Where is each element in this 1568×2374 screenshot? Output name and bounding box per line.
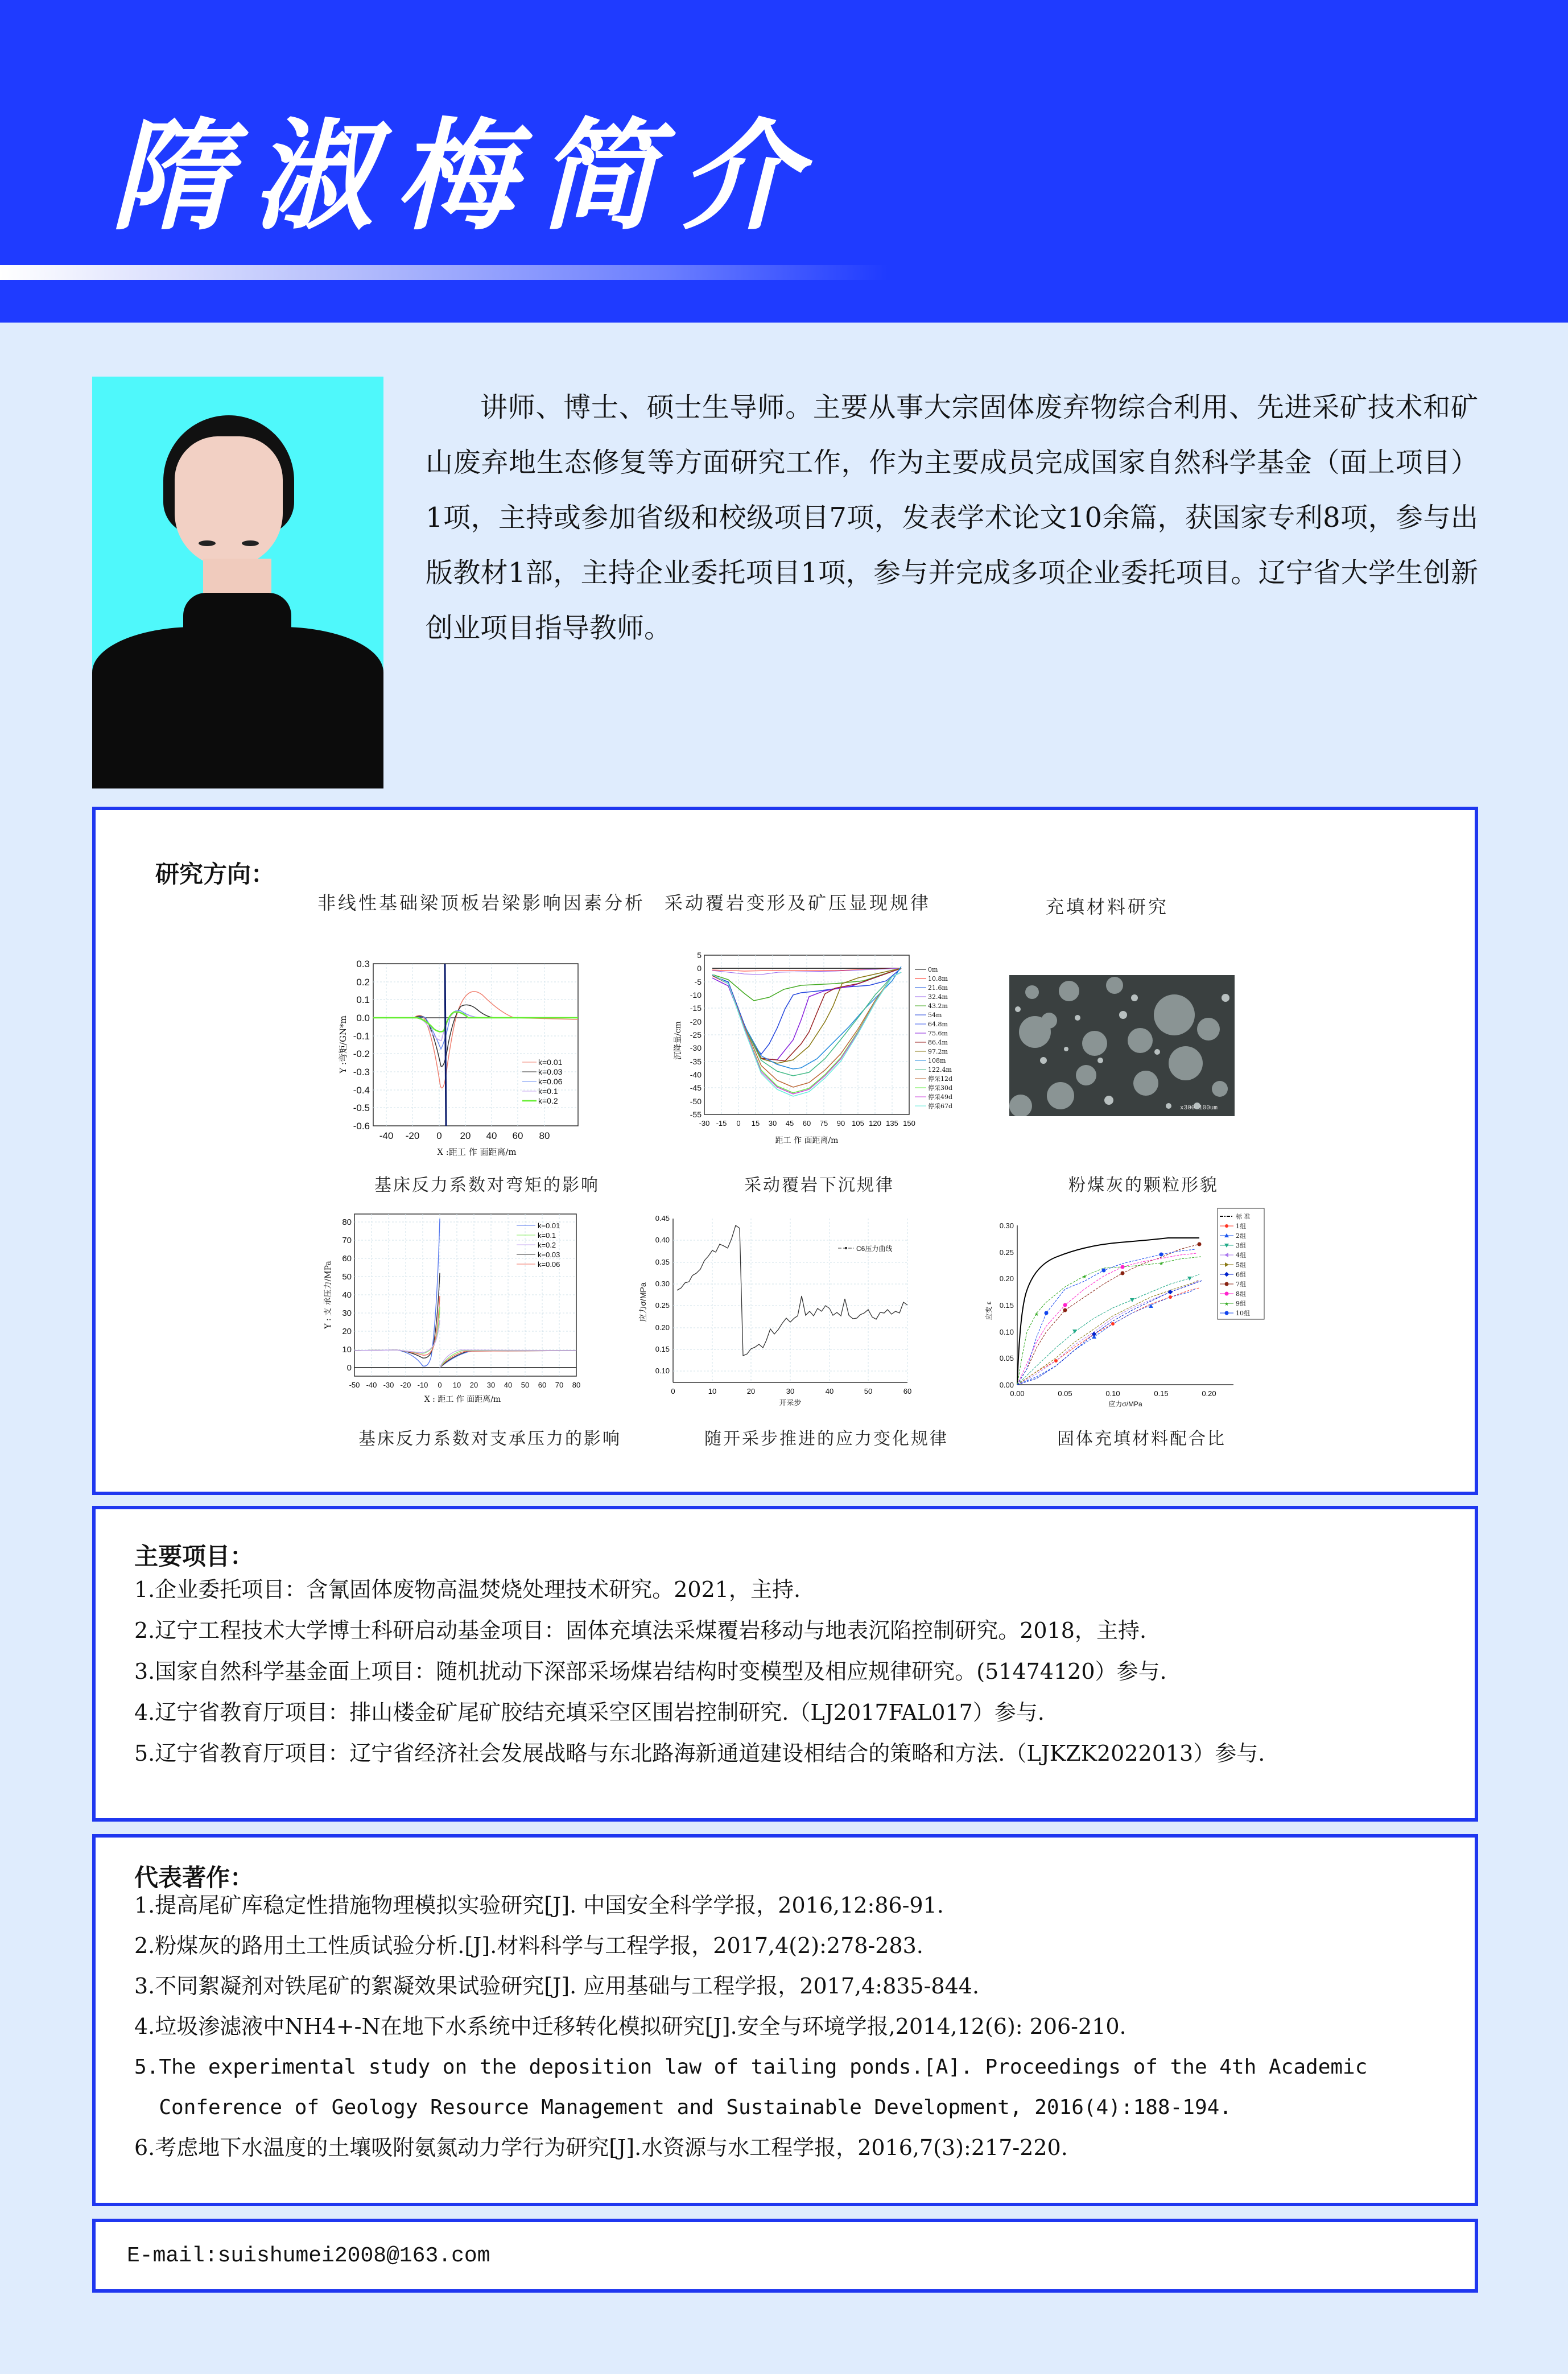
svg-text:-15: -15 — [690, 1004, 702, 1013]
svg-text:60: 60 — [802, 1119, 811, 1128]
svg-text:-45: -45 — [690, 1083, 702, 1092]
photo-eye — [199, 540, 216, 546]
publication-item: 2.粉煤灰的路用土工性质试验分析.[J].材料科学与工程学报，2017,4(2):278-283. — [134, 1933, 923, 1958]
svg-text:64.8m: 64.8m — [928, 1021, 948, 1028]
svg-text:8组: 8组 — [1236, 1290, 1246, 1298]
chart-abutment-pressure — [320, 1203, 616, 1407]
svg-text:停采67d: 停采67d — [928, 1103, 953, 1110]
svg-text:50: 50 — [521, 1381, 530, 1389]
svg-text:40: 40 — [342, 1290, 352, 1300]
svg-text:150: 150 — [903, 1119, 915, 1128]
photo-collar — [183, 593, 291, 655]
header-banner — [0, 0, 1568, 323]
svg-text:60: 60 — [512, 1130, 523, 1141]
publication-item: 6.考虑地下水温度的土壤吸附氨氮动力学行为研究[J].水资源与水工程学报，2016,7(3):217-220. — [134, 2135, 1068, 2160]
svg-text:60: 60 — [538, 1381, 547, 1389]
publication-item: 3.不同絮凝剂对铁尾矿的絮凝效果试验研究[J]. 应用基础与工程学报，2017,4:835-844. — [134, 1973, 980, 1999]
svg-text:应变 ε: 应变 ε — [985, 1301, 993, 1320]
svg-text:0.00: 0.00 — [999, 1381, 1014, 1389]
svg-text:k=0.03: k=0.03 — [538, 1250, 560, 1259]
svg-text:0.10: 0.10 — [1105, 1389, 1120, 1398]
svg-text:k=0.1: k=0.1 — [538, 1087, 558, 1096]
svg-text:-10: -10 — [690, 990, 702, 1000]
publication-item-continued: Conference of Geology Resource Management and Sustainable Development, 2016(4):188-194. — [134, 2096, 1232, 2119]
svg-text:40: 40 — [825, 1387, 834, 1396]
svg-text:97.2m: 97.2m — [928, 1048, 948, 1055]
svg-text:X : 距工 作 面距离/m: X : 距工 作 面距离/m — [424, 1395, 501, 1404]
svg-text:应力σ/MPa: 应力σ/MPa — [638, 1282, 647, 1322]
svg-text:★: ★ — [1159, 1261, 1164, 1266]
svg-text:30: 30 — [486, 1381, 496, 1389]
photo-face — [175, 436, 283, 567]
caption-fly-ash: 粉煤灰的颗粒形貌 — [1068, 1175, 1219, 1195]
svg-text:-0.4: -0.4 — [353, 1085, 370, 1096]
svg-text:-10: -10 — [417, 1381, 428, 1389]
caption-abutment-pressure: 基床反力系数对支承压力的影响 — [358, 1429, 621, 1449]
svg-text:0.15: 0.15 — [999, 1301, 1014, 1310]
caption-subsidence: 采动覆岩下沉规律 — [744, 1175, 894, 1195]
svg-text:70: 70 — [555, 1381, 564, 1389]
svg-text:C6压力曲线: C6压力曲线 — [856, 1245, 893, 1253]
project-item: 4.辽宁省教育厅项目：排山楼金矿尾矿胶结充填采空区围岩控制研究.（LJ2017FAL017）参与. — [134, 1700, 1045, 1725]
svg-text:-40: -40 — [366, 1381, 377, 1389]
svg-text:-15: -15 — [716, 1119, 727, 1128]
svg-text:-0.6: -0.6 — [353, 1121, 370, 1132]
publication-item: 4.垃圾渗滤液中NH4+-N在地下水系统中迁移转化模拟研究[J].安全与环境学报,2014,12(6): 206-210. — [134, 2014, 1127, 2039]
svg-text:9组: 9组 — [1236, 1300, 1246, 1307]
email-address[interactable]: E-mail:suishumei2008@163.com — [127, 2244, 490, 2268]
svg-text:21.6m: 21.6m — [928, 984, 948, 992]
svg-text:10: 10 — [708, 1387, 717, 1396]
svg-text:k=0.2: k=0.2 — [538, 1096, 558, 1105]
svg-text:-30: -30 — [690, 1043, 702, 1052]
svg-text:135: 135 — [886, 1119, 898, 1128]
svg-text:-40: -40 — [690, 1070, 702, 1079]
svg-text:X :距工 作 面距离/m: X :距工 作 面距离/m — [437, 1147, 517, 1157]
project-item: 3.国家自然科学基金面上项目：随机扰动下深部采场煤岩结构时变模型及相应规律研究。(51474120）参与. — [134, 1659, 1167, 1684]
svg-text:0: 0 — [671, 1387, 675, 1396]
svg-text:-30: -30 — [383, 1381, 394, 1389]
svg-text:0.2: 0.2 — [356, 977, 370, 988]
svg-text:6组: 6组 — [1236, 1271, 1246, 1278]
svg-text:★: ★ — [1224, 1302, 1229, 1307]
svg-text:停采30d: 停采30d — [928, 1084, 953, 1092]
fly-ash-sem-image — [1009, 975, 1235, 1116]
svg-text:54m: 54m — [928, 1011, 942, 1019]
svg-text:0.40: 0.40 — [655, 1236, 670, 1244]
svg-text:-50: -50 — [690, 1097, 702, 1106]
svg-text:70: 70 — [342, 1236, 352, 1245]
svg-text:105: 105 — [852, 1119, 864, 1128]
svg-text:-25: -25 — [690, 1030, 702, 1039]
svg-text:45: 45 — [785, 1119, 794, 1128]
caption-stress-vs-step: 随开采步推进的应力变化规律 — [704, 1429, 948, 1449]
svg-text:-20: -20 — [400, 1381, 411, 1389]
svg-text:距工 作 面距离/m: 距工 作 面距离/m — [775, 1136, 839, 1145]
caption-bending-moment: 基床反力系数对弯矩的影响 — [374, 1175, 600, 1195]
svg-text:0.35: 0.35 — [655, 1258, 670, 1266]
svg-text:Y : 支 承压力/MPa: Y : 支 承压力/MPa — [324, 1261, 333, 1329]
svg-text:沉降量/cm: 沉降量/cm — [674, 1021, 683, 1060]
svg-text:-0.1: -0.1 — [353, 1031, 370, 1042]
page-title: 隋淑梅简介 — [111, 106, 823, 246]
svg-text:k=0.06: k=0.06 — [538, 1260, 560, 1269]
svg-text:x300 100um: x300 100um — [1180, 1105, 1218, 1112]
header-gradient-stripe — [0, 265, 888, 280]
research-section — [92, 807, 1478, 1495]
svg-text:k=0.2: k=0.2 — [538, 1241, 556, 1249]
svg-text:10: 10 — [342, 1345, 352, 1355]
svg-text:k=0.06: k=0.06 — [538, 1077, 563, 1086]
projects-list — [134, 1569, 1265, 1774]
svg-text:0: 0 — [346, 1363, 352, 1373]
svg-text:0: 0 — [436, 1130, 442, 1141]
svg-text:0.20: 0.20 — [1202, 1389, 1216, 1398]
svg-text:标 准: 标 准 — [1236, 1213, 1251, 1220]
svg-text:k=0.1: k=0.1 — [538, 1231, 556, 1240]
svg-text:★: ★ — [1034, 1311, 1039, 1317]
svg-text:0.20: 0.20 — [655, 1323, 670, 1332]
svg-text:0.15: 0.15 — [655, 1345, 670, 1353]
contact-section — [92, 2219, 1478, 2293]
svg-text:20: 20 — [746, 1387, 756, 1396]
svg-text:0.20: 0.20 — [999, 1274, 1014, 1283]
svg-text:10组: 10组 — [1236, 1310, 1250, 1317]
svg-text:开采步: 开采步 — [779, 1398, 802, 1407]
svg-text:-35: -35 — [690, 1057, 702, 1066]
svg-text:0: 0 — [736, 1119, 741, 1128]
svg-text:10: 10 — [452, 1381, 461, 1389]
svg-text:80: 80 — [539, 1130, 550, 1141]
svg-text:停采49d: 停采49d — [928, 1093, 953, 1101]
photo-eye — [242, 540, 259, 546]
project-item: 2.辽宁工程技术大学博士科研启动基金项目：固体充填法采煤覆岩移动与地表沉陷控制研究。2018，主持. — [134, 1618, 1147, 1643]
svg-text:0.30: 0.30 — [655, 1279, 670, 1288]
svg-text:122.4m: 122.4m — [928, 1066, 952, 1074]
publications-title: 代表著作： — [134, 1864, 254, 1892]
svg-text:0.00: 0.00 — [1010, 1389, 1025, 1398]
svg-text:50: 50 — [864, 1387, 873, 1396]
svg-text:86.4m: 86.4m — [928, 1039, 948, 1046]
svg-text:0.30: 0.30 — [999, 1221, 1014, 1230]
research-topic-1: 非线性基础梁顶板岩梁影响因素分析 — [317, 892, 646, 914]
projects-section — [92, 1506, 1478, 1822]
svg-text:108m: 108m — [928, 1057, 946, 1064]
svg-text:0.0: 0.0 — [356, 1013, 370, 1023]
intro-paragraph: 讲师、博士、硕士生导师。主要从事大宗固体废弃物综合利用、先进采矿技术和矿山废弃地生态修复等方面研究工作，作为主要成员完成国家自然科学基金（面上项目）1项，主持或参加省级和校级项目7项，发表学术论文10余篇，获国家专利8项，参与出版教材1部，主持企业委托项目1项，参与并完成多项企业委托项目。辽宁省大学生创新创业项目指导教师。 — [426, 391, 1478, 644]
svg-text:80: 80 — [342, 1217, 352, 1227]
svg-text:-0.5: -0.5 — [353, 1103, 370, 1113]
svg-text:0.10: 0.10 — [999, 1328, 1014, 1336]
svg-text:80: 80 — [572, 1381, 581, 1389]
svg-text:120: 120 — [869, 1119, 881, 1128]
svg-text:-0.3: -0.3 — [353, 1067, 370, 1077]
svg-text:0.25: 0.25 — [655, 1301, 670, 1310]
svg-text:60: 60 — [342, 1254, 352, 1264]
research-topic-3: 充填材料研究 — [1046, 896, 1169, 918]
svg-text:2组: 2组 — [1236, 1232, 1246, 1240]
caption-filling-ratio: 固体充填材料配合比 — [1057, 1429, 1226, 1449]
svg-text:75: 75 — [819, 1119, 828, 1128]
chart-filling-material-ratio — [972, 1203, 1290, 1407]
svg-text:4组: 4组 — [1236, 1252, 1246, 1259]
chart-overburden-subsidence — [665, 938, 983, 1166]
chart-stress-vs-step — [633, 1208, 929, 1407]
svg-text:0.05: 0.05 — [999, 1354, 1014, 1363]
svg-text:90: 90 — [836, 1119, 845, 1128]
svg-text:-40: -40 — [379, 1130, 394, 1141]
svg-text:5组: 5组 — [1236, 1261, 1246, 1269]
svg-text:40: 40 — [486, 1130, 497, 1141]
svg-text:0.25: 0.25 — [999, 1248, 1014, 1257]
svg-text:0.1: 0.1 — [356, 994, 370, 1005]
svg-text:0: 0 — [438, 1381, 442, 1389]
svg-text:60: 60 — [903, 1387, 912, 1396]
svg-text:-0.2: -0.2 — [353, 1048, 370, 1059]
svg-text:0.10: 0.10 — [655, 1366, 670, 1375]
chart-bending-moment — [312, 952, 630, 1163]
project-item: 5.辽宁省教育厅项目：辽宁省经济社会发展战略与东北路海新通道建设相结合的策略和方法.（LJKZK2022013）参与. — [134, 1741, 1265, 1766]
publication-item: 1.提高尾矿库稳定性措施物理模拟实验研究[J]. 中国安全科学学报，2016,12:86-91. — [134, 1893, 944, 1918]
svg-text:5: 5 — [697, 951, 702, 960]
svg-text:20: 20 — [460, 1130, 471, 1141]
svg-text:0.45: 0.45 — [655, 1214, 670, 1223]
svg-text:-55: -55 — [690, 1110, 702, 1119]
svg-text:-50: -50 — [349, 1381, 360, 1389]
publication-item: 5.The experimental study on the deposition law of tailing ponds.[A]. Proceedings of the 4th Academic — [134, 2055, 1368, 2079]
svg-text:k=0.01: k=0.01 — [538, 1058, 563, 1067]
svg-text:20: 20 — [469, 1381, 478, 1389]
projects-title: 主要项目： — [134, 1542, 254, 1570]
svg-text:30: 30 — [768, 1119, 777, 1128]
svg-text:50: 50 — [342, 1272, 352, 1282]
svg-text:7组: 7组 — [1236, 1281, 1246, 1288]
research-title: 研究方向： — [155, 860, 275, 888]
svg-text:0.3: 0.3 — [356, 959, 370, 969]
svg-text:0m: 0m — [928, 966, 938, 973]
svg-text:0.15: 0.15 — [1154, 1389, 1169, 1398]
svg-text:75.6m: 75.6m — [928, 1030, 948, 1037]
svg-text:30: 30 — [786, 1387, 795, 1396]
svg-text:1组: 1组 — [1236, 1223, 1246, 1230]
svg-text:30: 30 — [342, 1308, 352, 1318]
svg-text:停采12d: 停采12d — [928, 1075, 953, 1083]
svg-text:20: 20 — [342, 1327, 352, 1336]
svg-text:-5: -5 — [694, 977, 702, 986]
research-topic-2: 采动覆岩变形及矿压显现规律 — [665, 892, 931, 914]
project-item: 1.企业委托项目：含氰固体废物高温焚烧处理技术研究。2021，主持. — [134, 1577, 801, 1602]
svg-text:-30: -30 — [699, 1119, 710, 1128]
publications-section — [92, 1834, 1478, 2206]
svg-text:15: 15 — [751, 1119, 760, 1128]
svg-text:0: 0 — [697, 964, 702, 973]
svg-text:0.05: 0.05 — [1058, 1389, 1072, 1398]
svg-text:43.2m: 43.2m — [928, 1002, 948, 1010]
svg-text:应力σ/MPa: 应力σ/MPa — [1108, 1400, 1142, 1407]
svg-text:40: 40 — [504, 1381, 513, 1389]
svg-text:Y :弯矩/GN*m: Y :弯矩/GN*m — [338, 1015, 348, 1074]
svg-text:-20: -20 — [405, 1130, 420, 1141]
svg-text:★: ★ — [1082, 1274, 1087, 1279]
svg-text:k=0.03: k=0.03 — [538, 1067, 563, 1076]
svg-text:10.8m: 10.8m — [928, 975, 948, 982]
portrait-photo — [92, 377, 383, 788]
publications-list — [134, 1885, 1367, 2168]
svg-text:k=0.01: k=0.01 — [538, 1221, 560, 1230]
svg-text:-20: -20 — [690, 1017, 702, 1026]
svg-text:32.4m: 32.4m — [928, 993, 948, 1001]
svg-text:3组: 3组 — [1236, 1242, 1246, 1249]
